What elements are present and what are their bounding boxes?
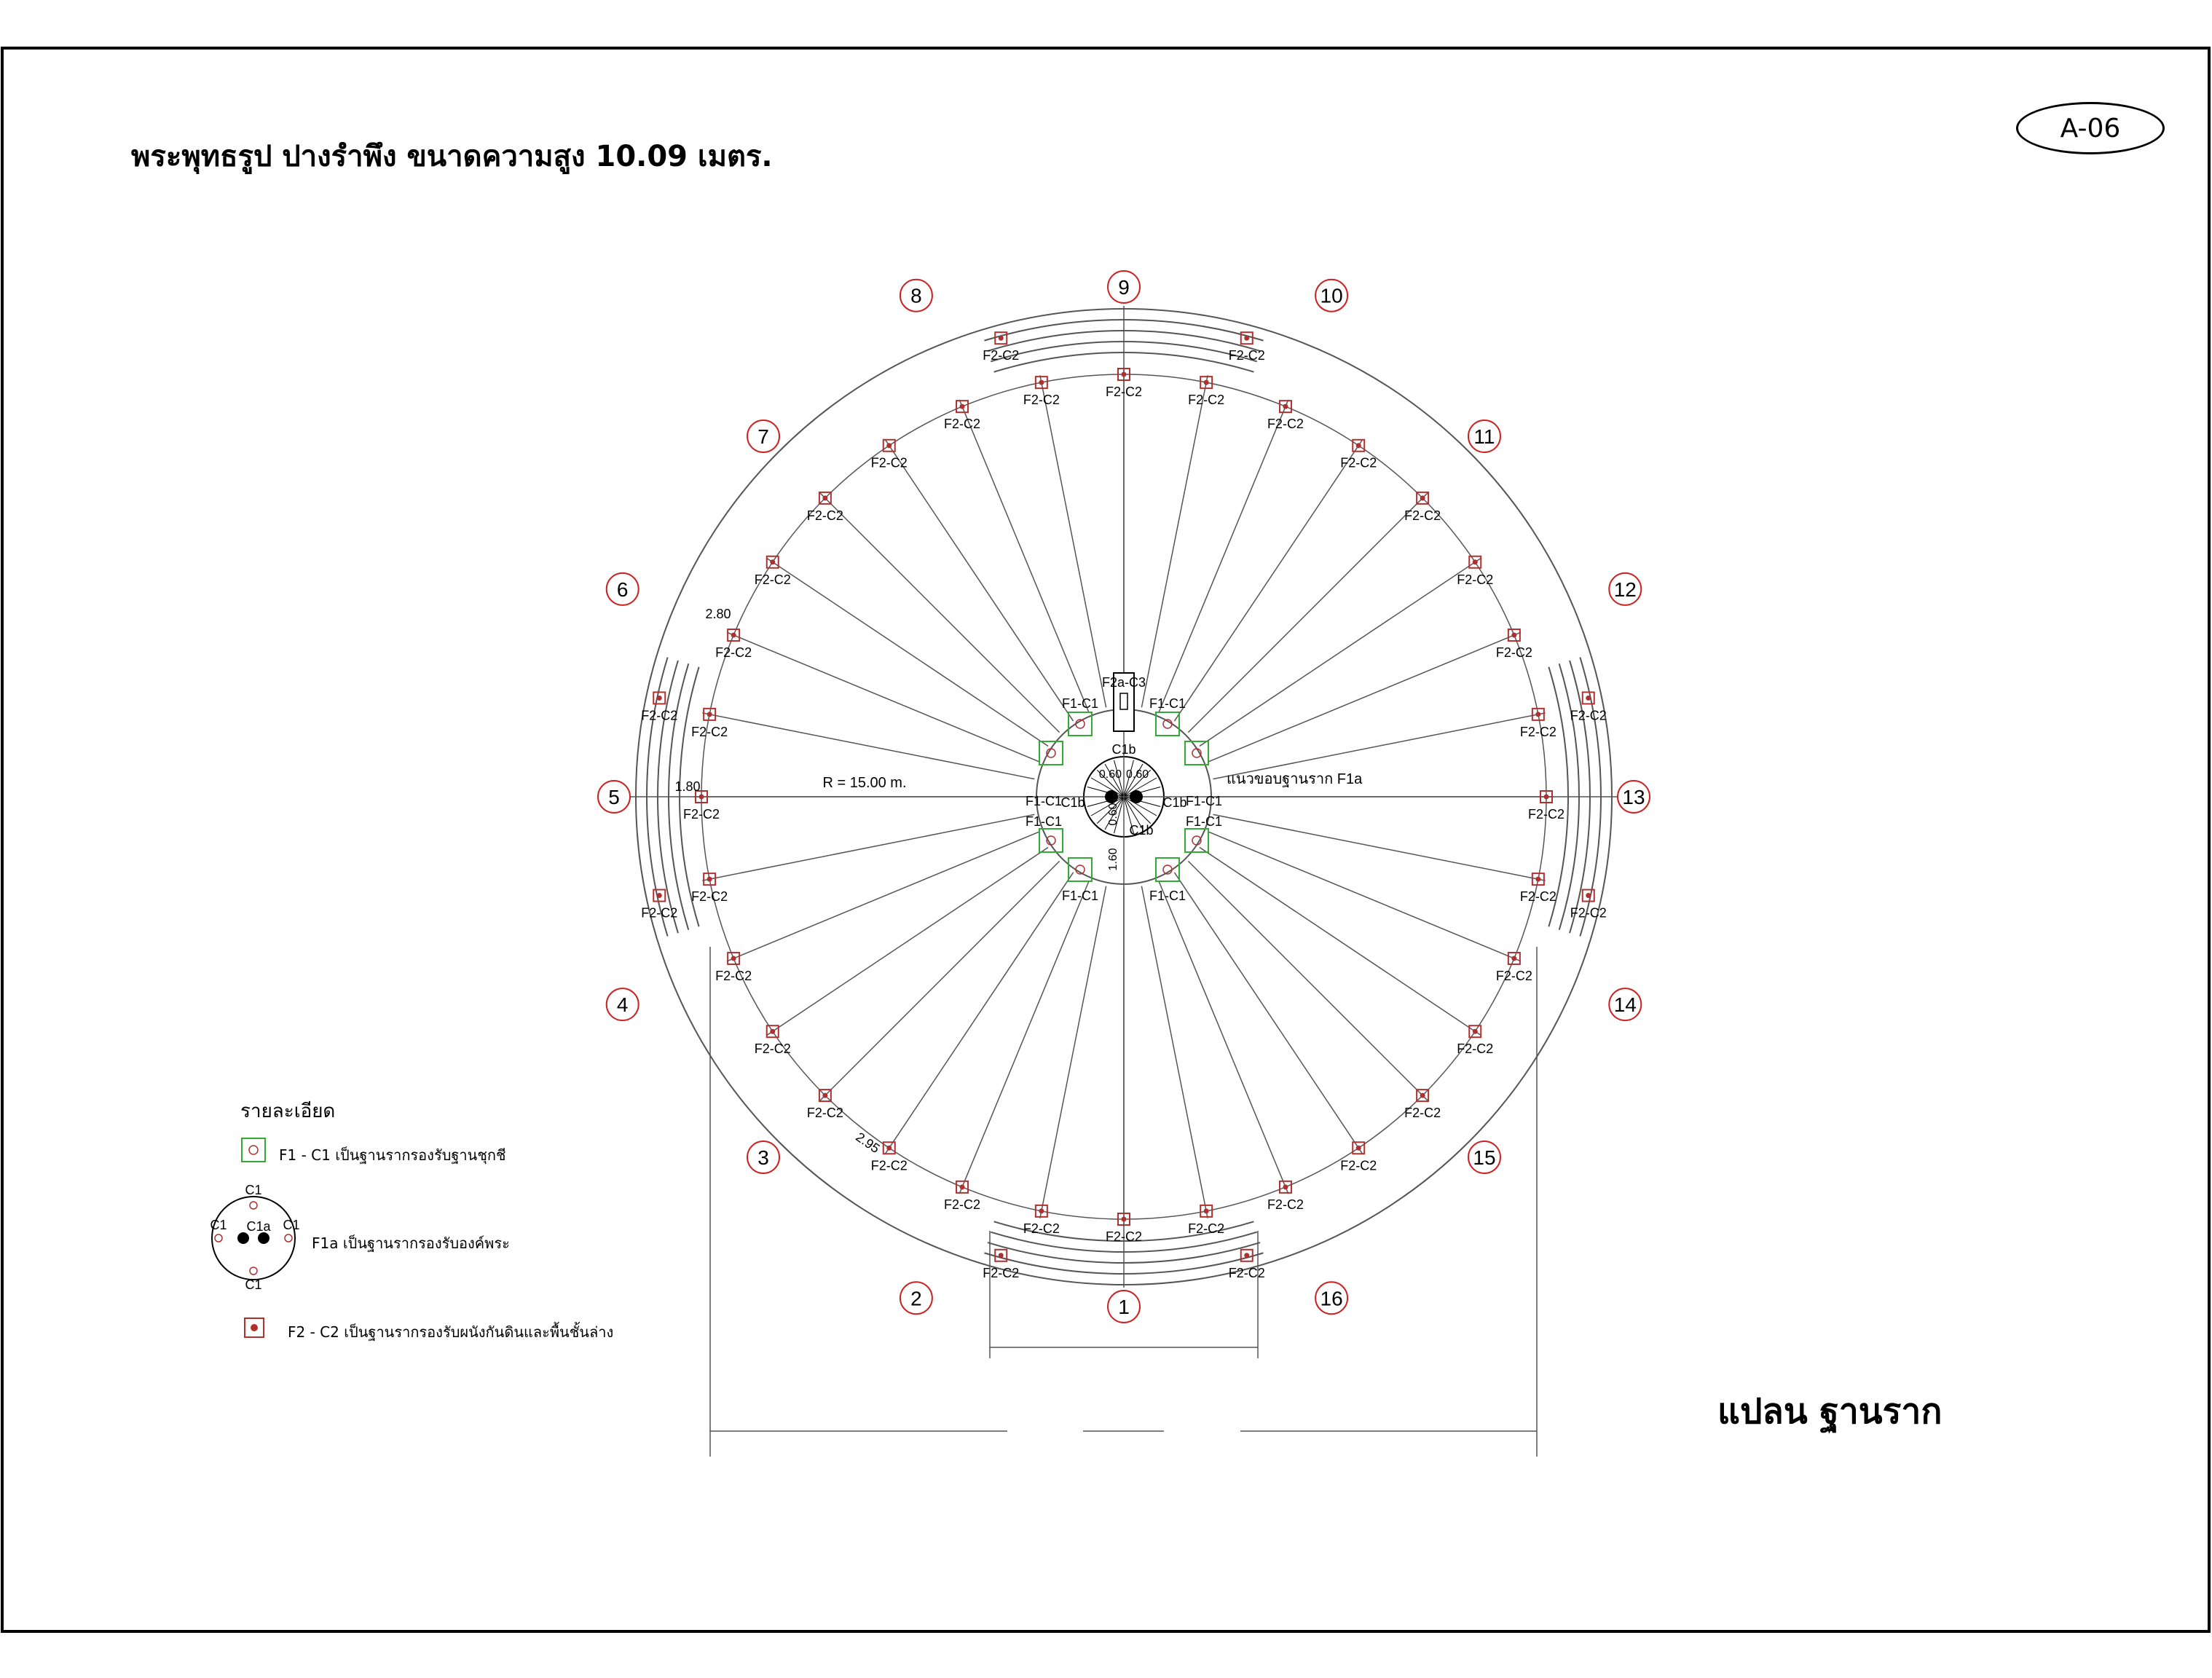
footing-f2-dot: [1244, 336, 1249, 341]
axis-number: 6: [616, 578, 629, 601]
radial-grid-line: [959, 400, 1089, 713]
footing-f1-label: F1-C1: [1185, 814, 1223, 829]
radial-grid-line: [1188, 493, 1428, 733]
footing-f2-label: F2-C2: [1023, 393, 1060, 408]
footing-f2-dot: [731, 956, 736, 961]
footing-f1-label: F1-C1: [1061, 696, 1099, 711]
footing-f1-label: F1-C1: [1149, 889, 1186, 903]
footing-f2-label: F2-C2: [1457, 1041, 1494, 1057]
axis-number: 16: [1320, 1287, 1343, 1310]
radial-grid-line: [1159, 881, 1288, 1194]
radial-grid-line: [885, 439, 1073, 721]
legend-f2-dot: [251, 1324, 258, 1331]
footing-f2-dot: [1544, 795, 1549, 800]
axis-number: 15: [1473, 1146, 1496, 1169]
axis-number: 2: [910, 1287, 922, 1310]
legend-c1-pile: [250, 1267, 257, 1275]
footing-f1-label: F1-C1: [1149, 696, 1186, 711]
footing-f2-dot: [699, 795, 704, 800]
sheet-number: A-06: [2060, 113, 2121, 143]
footing-f2-label: F2-C2: [1404, 508, 1441, 523]
footing-f2-label: F2-C2: [1570, 708, 1607, 723]
dim-label: 1.80: [674, 779, 701, 794]
footing-f2-dot: [1356, 1146, 1361, 1151]
footing-f2-label: F2-C2: [1105, 1229, 1143, 1244]
legend-c1-pile: [215, 1234, 222, 1242]
footing-f1: [1039, 741, 1063, 765]
footing-f2-label: F2-C2: [870, 455, 908, 470]
footing-f2-dot: [960, 1184, 965, 1189]
footing-f2-label: F2-C2: [1457, 572, 1494, 587]
legend-c1-label: C1: [210, 1218, 227, 1232]
axis-number: 12: [1613, 578, 1637, 601]
footing-f2-dot: [707, 877, 712, 882]
drawing-title: พระพุทธรูป ปางรำพึง ขนาดความสูง 10.09 เมตร.: [131, 140, 773, 173]
footing-f2-label: F2-C2: [715, 968, 752, 983]
dim-label: 0.60: [1107, 803, 1119, 826]
foundation-plan: [598, 271, 1650, 1457]
radial-grid-line: [1141, 375, 1208, 707]
footing-f2-label: F2-C2: [1023, 1221, 1060, 1236]
footing-f2-dot: [731, 633, 736, 638]
footing-f2-label: F2-C2: [1228, 348, 1265, 363]
footing-f2-label: F2-C2: [870, 1158, 908, 1173]
footing-f2-dot: [1122, 1217, 1127, 1222]
legend-f1-symbol: [242, 1138, 265, 1162]
footing-f2-dot: [1244, 1253, 1249, 1258]
pile-c1a: [1130, 790, 1143, 803]
column-c1b-label: C1b: [1060, 795, 1085, 810]
axis-number: 9: [1118, 276, 1130, 299]
footing-f2-label: F2-C2: [1188, 1221, 1225, 1236]
axis-number: 4: [616, 993, 629, 1017]
legend-c1-pile: [250, 1202, 257, 1209]
footing-f2-label: F2-C2: [1267, 1197, 1304, 1212]
footing-f2-label: F2-C2: [641, 905, 678, 921]
footing-f2-dot: [1122, 372, 1127, 377]
radial-grid-line: [1188, 861, 1428, 1100]
dim-label: 2.80: [705, 607, 731, 621]
footing-f1: [1039, 829, 1063, 852]
dim-label: 2.95: [853, 1129, 883, 1157]
footing-f2-dot: [770, 559, 775, 564]
footing-f1-label: F1-C1: [1025, 794, 1063, 808]
axis-number: 7: [757, 425, 769, 449]
radial-grid-line: [1174, 873, 1362, 1154]
footing-f1-label: F1-C1: [1025, 814, 1063, 829]
radial-grid-line: [766, 847, 1048, 1035]
radial-grid-line: [702, 814, 1034, 881]
dim-label: 1.60: [1107, 848, 1119, 871]
legend-f1-pile: [249, 1146, 258, 1154]
footing-f2-label: F2-C2: [1495, 968, 1532, 983]
footing-f2-label: F2-C2: [1340, 455, 1377, 470]
footing-f2-dot: [770, 1029, 775, 1034]
legend-heading: รายละเอียด: [240, 1100, 336, 1122]
footing-f2-dot: [657, 696, 662, 701]
footing-f2-label: F2-C2: [944, 1197, 981, 1212]
legend-f1a-text: F1a เป็นฐานรากรองรับองค์พระ: [312, 1234, 510, 1252]
footing-f2-label: F2-C2: [806, 1106, 843, 1121]
legend-c1-label: C1: [283, 1218, 300, 1232]
legend-c1a-pile: [237, 1232, 249, 1244]
axis-number: 1: [1118, 1296, 1130, 1318]
radial-grid-line: [959, 881, 1089, 1194]
footing-f2-label: F2-C2: [806, 508, 843, 523]
footing-f2-dot: [1204, 380, 1209, 385]
radial-grid-line: [1213, 814, 1546, 881]
footing-f2-label: F2-C2: [691, 724, 728, 739]
dim-label: 0.60: [1098, 768, 1122, 781]
footing-f2-label: F2-C2: [1519, 724, 1556, 739]
footing-f2-label: F2-C2: [1404, 1106, 1441, 1121]
radial-grid-line: [1141, 886, 1208, 1218]
footing-f2-label: F2-C2: [1519, 889, 1556, 905]
legend-c1a-label: C1a: [246, 1219, 271, 1234]
footing-f2-label: F2-C2: [983, 1265, 1020, 1280]
footing-f2-dot: [1283, 1184, 1288, 1189]
legend-f2-text: F2 - C2 เป็นฐานรากรองรับผนังกันดินและพื้นชั้นล่าง: [288, 1323, 614, 1341]
footing-f2-dot: [1511, 956, 1516, 961]
footing-f2-label: F2-C2: [715, 645, 752, 661]
radius-label: R = 15.00 m.: [822, 775, 907, 791]
dim-label: 0.60: [1126, 768, 1149, 781]
footing-f2-label: F2-C2: [1105, 385, 1143, 399]
footing-f2-dot: [1039, 1208, 1044, 1213]
footing-f2-dot: [886, 1146, 892, 1151]
legend-c1-pile: [285, 1234, 292, 1242]
footing-f2-label: F2-C2: [754, 1041, 791, 1057]
footing-f2-dot: [1420, 495, 1425, 500]
footing-f2-dot: [1356, 443, 1361, 448]
footing-f2-dot: [1039, 380, 1044, 385]
footing-f1: [1156, 858, 1179, 881]
radial-grid-line: [820, 861, 1060, 1100]
column-c1b-label: C1b: [1129, 823, 1154, 838]
footing-f2-label: F2-C2: [983, 348, 1020, 363]
footing-f2-dot: [999, 336, 1004, 341]
axis-number: 13: [1622, 786, 1645, 808]
footing-f2-label: F2-C2: [1188, 393, 1225, 408]
radial-grid-line: [1208, 832, 1521, 961]
footing-f2-label: F2-C2: [1267, 417, 1304, 432]
footing-f2-dot: [1535, 877, 1540, 882]
axis-number: 3: [757, 1146, 769, 1169]
footing-f2-dot: [1204, 1208, 1209, 1213]
axis-number: 8: [910, 284, 922, 307]
footing-f1: [1185, 741, 1208, 765]
footing-f2-label: F2-C2: [1527, 807, 1565, 822]
axis-number: 10: [1320, 284, 1343, 307]
radial-grid-line: [702, 713, 1034, 779]
radial-grid-line: [1200, 847, 1481, 1035]
footing-f2-label: F2-C2: [1228, 1265, 1265, 1280]
footing-f2-label: F2-C2: [754, 572, 791, 587]
radial-grid-line: [727, 832, 1040, 961]
footing-f2-dot: [1586, 696, 1591, 701]
footing-f2-dot: [1535, 712, 1540, 717]
radial-grid-line: [1174, 439, 1362, 721]
legend-f1-text: F1 - C1 เป็นฐานรากรองรับฐานชุกชี: [279, 1146, 506, 1164]
radial-grid-line: [820, 493, 1060, 733]
column-c1b-label: C1b: [1111, 742, 1136, 757]
footing-f2-dot: [1473, 1029, 1478, 1034]
sheet-number-badge: [2016, 102, 2165, 154]
footing-f1-label: F1-C1: [1061, 889, 1099, 903]
pile-c1a: [1105, 790, 1118, 803]
footing-f2-dot: [1511, 633, 1516, 638]
footing-f1: [1185, 829, 1208, 852]
radial-grid-line: [1159, 400, 1288, 713]
footing-f1-label: F1-C1: [1185, 794, 1223, 808]
edge-line-label: แนวขอบฐานราก F1a: [1227, 771, 1363, 787]
radial-grid-line: [766, 558, 1048, 746]
plan-title: แปลน ฐานราก: [1717, 1391, 1943, 1432]
footing-f2-dot: [657, 893, 662, 898]
radial-grid-line: [1213, 713, 1546, 779]
footing-f1: [1068, 712, 1092, 736]
footing-f2-label: F2-C2: [641, 708, 678, 723]
footing-f2-dot: [707, 712, 712, 717]
radial-grid-line: [1200, 558, 1481, 746]
footing-f2-label: F2-C2: [1495, 645, 1532, 661]
footing-f2-dot: [822, 1093, 827, 1098]
column-c1b-label: C1b: [1162, 795, 1187, 810]
legend-graphics: [210, 1138, 299, 1337]
footing-f2-dot: [822, 495, 827, 500]
legend-c1-label: C1: [245, 1183, 262, 1197]
column-f2a-label: F2a-C3: [1101, 675, 1146, 690]
axis-number: 11: [1473, 425, 1495, 449]
footing-f1: [1156, 712, 1179, 736]
legend-c1a-pile: [258, 1232, 269, 1244]
footing-f2-dot: [1420, 1093, 1425, 1098]
footing-f2-dot: [960, 404, 965, 409]
radial-grid-line: [1208, 632, 1521, 762]
radial-grid-line: [727, 632, 1040, 762]
footing-f2-label: F2-C2: [944, 417, 981, 432]
footing-f2-label: F2-C2: [1570, 905, 1607, 921]
footing-f2-dot: [999, 1253, 1004, 1258]
footing-f2-dot: [1473, 559, 1478, 564]
axis-number: 5: [608, 786, 620, 808]
footing-f2-label: F2-C2: [691, 889, 728, 905]
footing-f2-dot: [1586, 893, 1591, 898]
legend-c1-label: C1: [245, 1277, 262, 1292]
axis-number: 14: [1613, 993, 1637, 1017]
footing-f2-dot: [1283, 404, 1288, 409]
radial-grid-line: [1040, 375, 1106, 707]
radial-grid-line: [885, 873, 1073, 1154]
footing-f2-dot: [886, 443, 892, 448]
radial-grid-line: [1040, 886, 1106, 1218]
footing-f1: [1068, 858, 1092, 881]
footing-f2-label: F2-C2: [682, 807, 720, 822]
footing-f2-label: F2-C2: [1340, 1158, 1377, 1173]
